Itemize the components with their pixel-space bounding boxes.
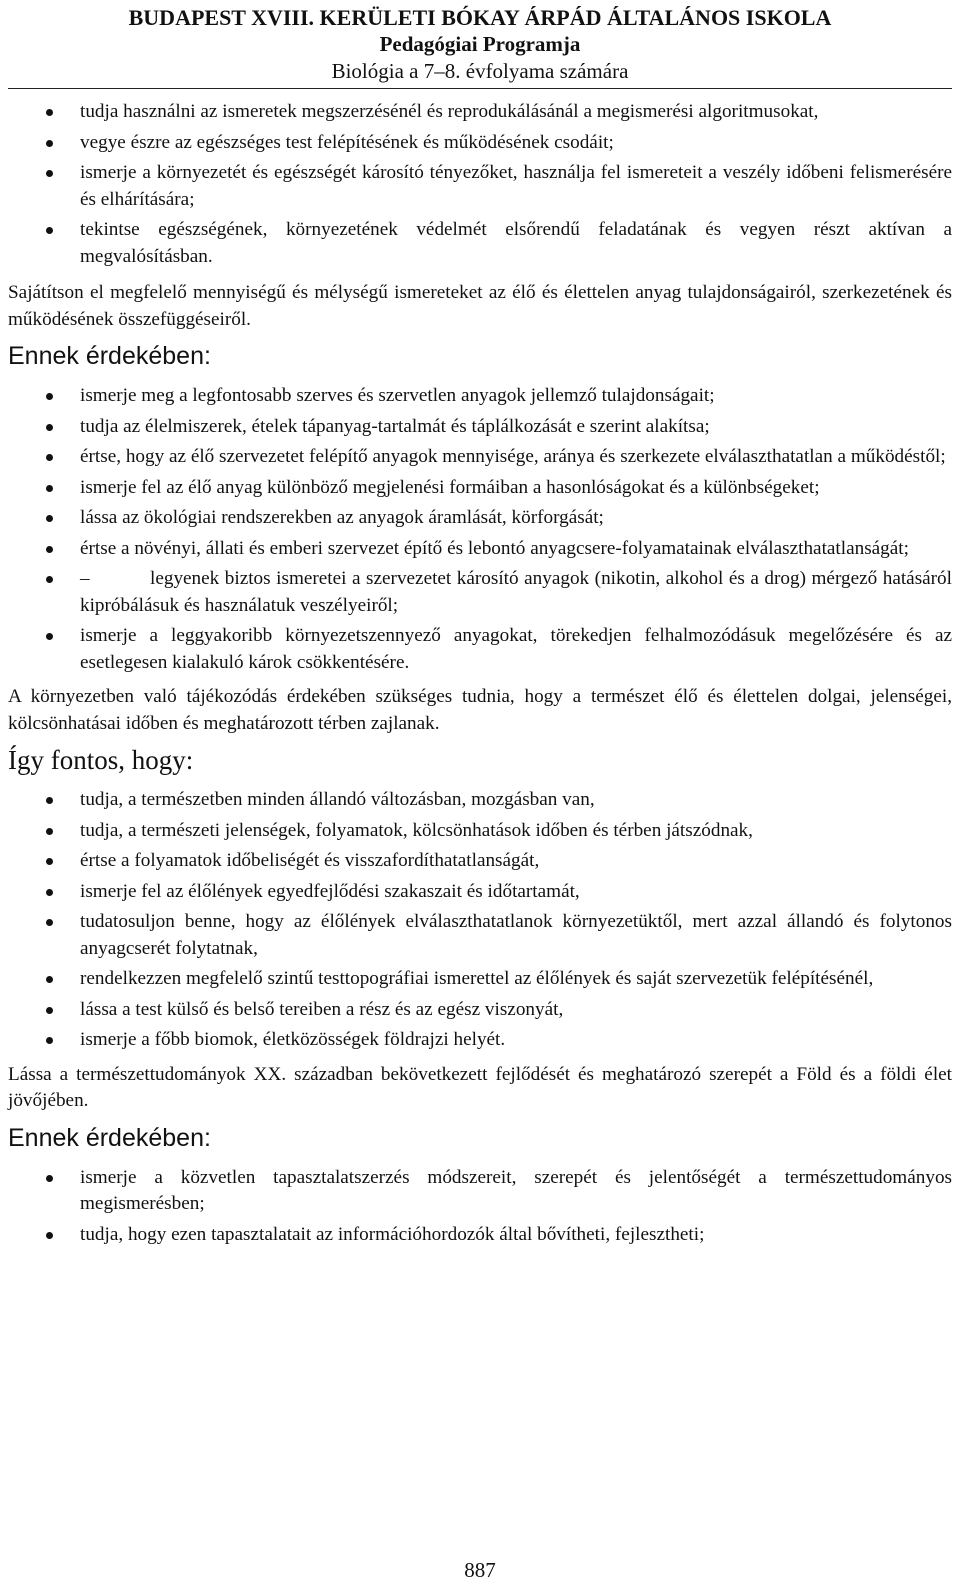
paragraph: A környezetben való tájékozódás érdekében szükséges tudnia, hogy a természet élő és élettelen dolgai, jelenségei, kölcsönhatásai időben és meghatározott térben zajlanak.: [8, 686, 952, 734]
list-item: tudja, a természeti jelenségek, folyamatok, kölcsönhatások időben és térben játszódnak,: [8, 818, 952, 845]
bullet-list-2: [8, 383, 952, 676]
paragraph: Lássa a természettudományok XX. században bekövetkezett fejlődését és meghatározó szerepét a Föld és a földi élet jövőjében.: [8, 1063, 952, 1111]
list-item: tudja használni az ismeretek megszerzésénél és reprodukálásánál a megismerési algoritmusokat,: [8, 99, 952, 126]
list-item: tudatosuljon benne, hogy az élőlények elválaszthatatlanok környezetüktől, mert azzal állandó és folytonos anyagcserét folytatnak,: [8, 909, 952, 962]
school-name: BUDAPEST XVIII. KERÜLETI BÓKAY ÁRPÁD ÁLTALÁNOS ISKOLA: [128, 5, 832, 30]
page-number: 887: [464, 1558, 496, 1582]
list-item: ismerje a környezetét és egészségét károsító tényezőket, használja fel ismereteit a veszély időbeni felismerésére és elhárítására;: [8, 160, 952, 213]
section-heading: Ennek érdekében:: [8, 1123, 211, 1152]
list-item: ismerje fel az élőlények egyedfejlődési szakaszait és időtartamát,: [8, 879, 952, 906]
list-item: ismerje a leggyakoribb környezetszennyező anyagokat, törekedjen felhalmozódásuk megelőzésére és az esetlegesen kialakuló károk csökkentésére.: [8, 623, 952, 676]
program-title: Pedagógiai Programja: [379, 32, 581, 56]
list-item: tudja, hogy ezen tapasztalatait az információhordozók által bővítheti, fejlesztheti;: [8, 1222, 952, 1249]
list-item: tudja az élelmiszerek, ételek tápanyag-tartalmát és táplálkozását e szerint alakítsa;: [8, 414, 952, 441]
section-heading: Így fontos, hogy:: [8, 745, 194, 775]
paragraph: Sajátítson el megfelelő mennyiségű és mélységű ismereteket az élő és élettelen anyag tulajdonságairól, szerkezetének és működésének összefüggéseiről.: [8, 282, 952, 330]
list-item: lássa az ökológiai rendszerekben az anyagok áramlását, körforgását;: [8, 505, 952, 532]
list-item: tekintse egészségének, környezetének védelmét elsőrendű feladatának és vegyen részt aktívan a megvalósításban.: [8, 217, 952, 270]
list-item: ismerje fel az élő anyag különböző megjelenési formáiban a hasonlóságokat és a különbségeket;: [8, 475, 952, 502]
list-item: értse, hogy az élő szervezetet felépítő anyagok mennyisége, aránya és szerkezete elválaszthatatlan a működéstől;: [8, 444, 952, 471]
bullet-list-4: [8, 1165, 952, 1249]
bullet-list-1: [8, 99, 952, 270]
bullet-list-3: [8, 787, 952, 1054]
list-item: vegye észre az egészséges test felépítésének és működésének csodáit;: [8, 130, 952, 157]
list-item: tudja, a természetben minden állandó változásban, mozgásban van,: [8, 787, 952, 814]
dash-mark: –: [80, 568, 90, 589]
list-item: értse a növényi, állati és emberi szervezet építő és lebontó anyagcsere-folyamatainak elválaszthatatlanságát;: [8, 536, 952, 563]
list-item: lássa a test külső és belső tereiben a rész és az egész viszonyát,: [8, 997, 952, 1024]
document-body: [0, 89, 960, 1248]
list-item: ismerje a közvetlen tapasztalatszerzés módszereit, szerepét és jelentőségét a természettudományos megismerésben;: [8, 1165, 952, 1218]
list-item: ismerje a főbb biomok, életközösségek földrajzi helyét.: [8, 1027, 952, 1054]
section-heading: Ennek érdekében:: [8, 342, 211, 370]
page-header: [8, 0, 952, 89]
list-item: [8, 566, 952, 619]
list-item: rendelkezzen megfelelő szintű testtopográfiai ismerettel az élőlények és saját szervezetük felépítésénél,: [8, 966, 952, 993]
list-item: ismerje meg a legfontosabb szerves és szervetlen anyagok jellemző tulajdonságait;: [8, 383, 952, 410]
list-item: értse a folyamatok időbeliségét és visszafordíthatatlanságát,: [8, 848, 952, 875]
subject-title: Biológia a 7–8. évfolyama számára: [331, 59, 629, 83]
list-item-text: legyenek biztos ismeretei a szervezetet károsító anyagok (nikotin, alkohol és a drog) mérgező hatásáról kipróbálásuk és használatuk veszélyeiről;: [80, 568, 952, 616]
